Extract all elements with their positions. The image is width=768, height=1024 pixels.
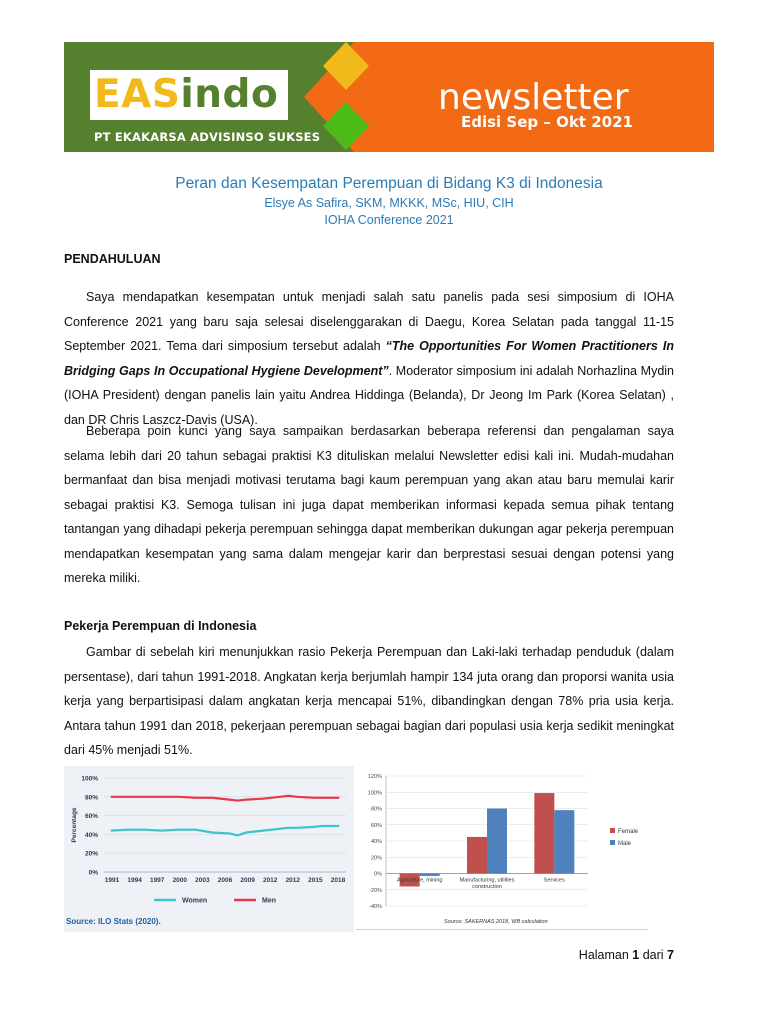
page-number (579, 948, 674, 962)
line-chart-y-tick: 60% (84, 813, 98, 821)
line-series-women (111, 826, 339, 835)
line-chart-y-tick: 80% (84, 794, 98, 802)
page-middle: dari (639, 948, 668, 962)
bar-chart-source: Source: SAKERNAS 2018, WB calculation (444, 919, 548, 925)
page-prefix: Halaman (578, 948, 633, 962)
bar-chart-category-label: construction (472, 884, 502, 890)
bar-chart-y-tick: -40% (369, 904, 382, 910)
newsletter-banner (64, 42, 714, 152)
legend-label-men: Men (262, 897, 276, 905)
article-author: Elsye As Safira, SKM, MKKK, MSc, HIU, CIH (264, 196, 514, 210)
line-chart-x-tick: 1991 (104, 877, 120, 884)
bar-legend-label-female: Female (618, 829, 639, 835)
intro-heading: PENDAHULUAN (64, 252, 161, 266)
line-chart-panel (64, 766, 354, 932)
bar-chart-y-tick: 60% (370, 822, 382, 829)
bar-female (534, 793, 554, 873)
section2-heading: Pekerja Perempuan di Indonesia (64, 619, 257, 633)
section2-paragraph-1: Gambar di sebelah kiri menunjukkan rasio Pekerja Perempuan dan Laki-laki terhadap penduduk (dalam persentase), dari tahun 1991-2018. Angkatan kerja berjumlah hampir 134 juta orang dan proporsi wanita usia kerja yang berpartisipasi dalam angkatan kerja mencapai 51%, dibandingkan dengan 78% pria usia kerja. Antara tahun 1991 dan 2018, pekerjaan perempuan sebagai bagian dari populasi usia kerja sedikit meningkat dari 45% menjadi 51%. (64, 645, 674, 757)
bar-chart-y-tick: 0% (374, 871, 382, 878)
line-chart-x-tick: 2012 (262, 877, 278, 884)
intro-paragraph-2: Beberapa poin kunci yang saya sampaikan berdasarkan beberapa referensi dan pengalaman saya selama lebih dari 20 tahun sebagai praktisi K3 dituliskan melalui Newsletter edisi kali ini. Mudah-mudahan bermanfaat dan bisa menjadi motivasi terutama bagi kaum perempuan yang akan atau baru memulai karir sebagai praktisi K3. Semoga tulisan ini juga dapat memberikan informasi kepada semua pihak tentang tantangan yang dihadapi pekerja perempuan sehingga dapat memberikan dukungan agar pekerja perempuan mendapatkan kesempatan yang sama dalam mengejar karir dan berprestasi sesuai dengan potensi yang mereka miliki. (64, 424, 674, 585)
line-chart-x-tick: 1994 (127, 877, 142, 884)
logo-text-indo: indo (180, 72, 279, 117)
line-chart (64, 766, 354, 932)
page-current: 1 (632, 948, 640, 962)
article-conference: IOHA Conference 2021 (324, 213, 454, 227)
intro-p1-theme: “The Opportunities For Women Practitioners In Bridging Gaps In Occupational Hygiene Development” (64, 339, 674, 378)
line-chart-x-tick: 2006 (217, 877, 233, 884)
bar-legend-swatch-male (610, 840, 615, 845)
intro-p1-text-b: . Moderator simposium ini adalah Norhazlina Mydin (IOHA President) dengan panelis lain yaitu Andrea Hiddinga (Belanda), Dr Jeong Im Park (Korea Selatan) , dan DR Chris Laszcz-Davis (USA). (64, 363, 674, 427)
line-chart-x-tick: 2003 (195, 877, 210, 884)
line-chart-y-tick: 40% (84, 831, 98, 839)
bar-female (467, 837, 487, 874)
article-title: Peran dan Kesempatan Perempuan di Bidang K3 di Indonesia (175, 175, 603, 192)
intro-paragraph-1 (64, 285, 674, 432)
page-total: 7 (667, 948, 674, 962)
bar-chart-category-label: Manufacturing, utilities (459, 877, 515, 884)
bar-legend-swatch-female (610, 828, 615, 833)
line-chart-x-tick: 2015 (308, 877, 323, 884)
newsletter-edition: Edisi Sep – Okt 2021 (461, 113, 633, 131)
line-chart-x-tick: 1997 (149, 877, 165, 884)
bar-chart-panel (356, 766, 648, 930)
line-chart-x-tick: 2009 (240, 877, 255, 884)
line-chart-y-label: Percentage (71, 807, 78, 843)
newsletter-title: newsletter (438, 77, 629, 118)
line-chart-y-tick: 0% (88, 869, 98, 877)
bar-chart-y-tick: 20% (370, 855, 382, 862)
bar-chart-category-label: Services (543, 877, 565, 884)
line-chart-source: Source: ILO Stats (2020). (66, 917, 161, 926)
bar-chart-category-label: Agriculture, mining (396, 877, 443, 884)
bar-male (420, 874, 440, 876)
bar-chart-y-tick: 80% (370, 806, 382, 813)
company-name: PT EKAKARSA ADVISINSO SUKSES (94, 130, 321, 144)
line-chart-x-tick: 2018 (330, 877, 346, 884)
bar-legend-label-male: Male (618, 841, 632, 847)
bar-male (487, 809, 507, 874)
bar-chart-y-tick: -20% (369, 887, 382, 894)
line-chart-y-tick: 20% (84, 850, 98, 858)
bar-chart-y-tick: 100% (367, 790, 382, 797)
bar-male (554, 810, 574, 873)
bar-chart (356, 766, 648, 930)
line-chart-x-tick: 2012 (285, 877, 301, 884)
line-chart-x-tick: 2000 (172, 877, 188, 884)
bar-chart-y-tick: 120% (367, 774, 382, 780)
logo-text-eas: EAS (94, 72, 181, 117)
easindo-logo (94, 70, 278, 120)
intro-p1-text-a: Saya mendapatkan kesempatan untuk menjadi salah satu panelis pada sesi simposium di IOHA Conference 2021 yang baru saja selesai diselenggarakan di Daegu, Korea Selatan pada tanggal 11-15 September 2021. Tema dari simposium tersebut adalah (64, 290, 674, 353)
line-chart-y-tick: 100% (81, 775, 98, 783)
bar-chart-y-tick: 40% (370, 839, 382, 845)
legend-label-women: Women (182, 897, 208, 905)
